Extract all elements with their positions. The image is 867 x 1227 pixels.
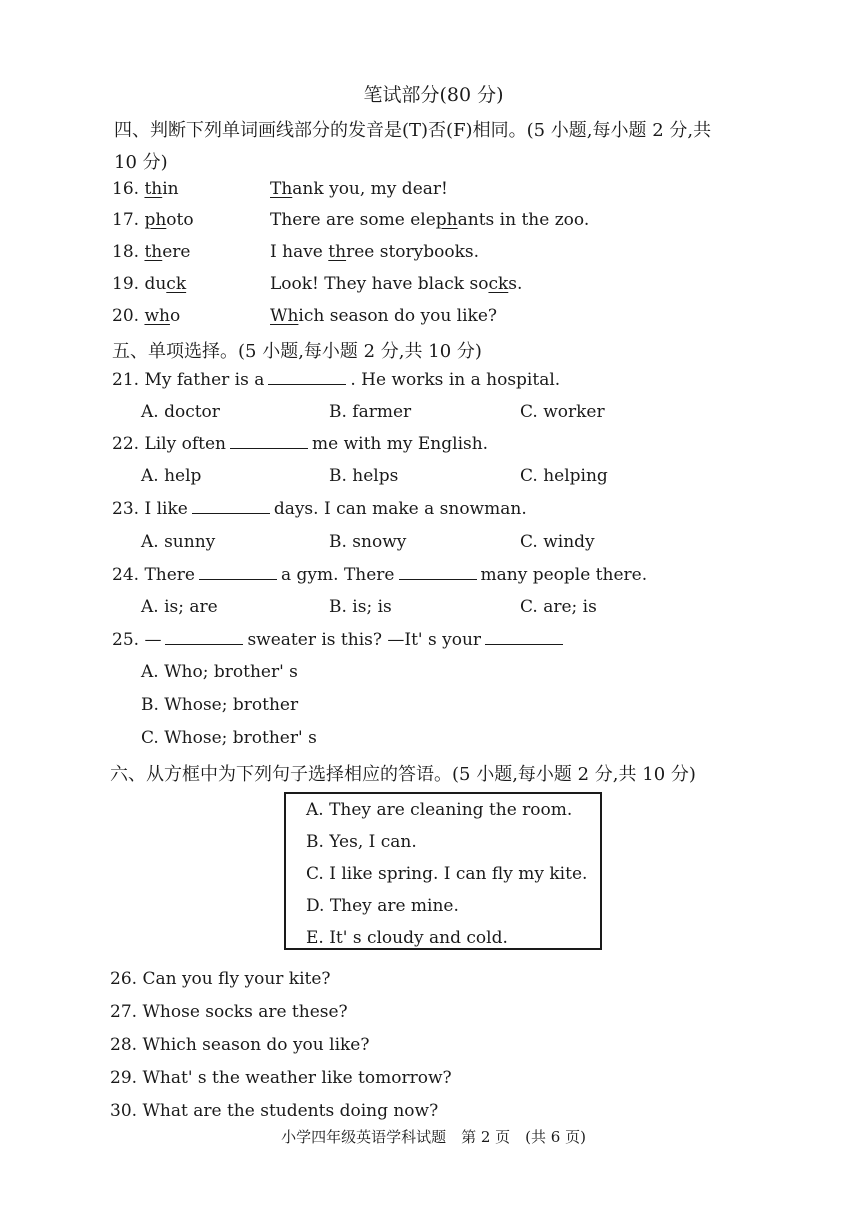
option-22c: C. helping [520, 466, 608, 486]
question-27: 27. Whose socks are these? [110, 1002, 348, 1022]
option-24a: A. is; are [141, 597, 218, 617]
option-22a: A. help [141, 466, 202, 486]
option-23a: A. sunny [141, 532, 216, 552]
answer-blank[interactable] [399, 565, 477, 580]
option-21a: A. doctor [141, 402, 220, 422]
question-17-word: 17. photo [112, 210, 194, 230]
answer-blank[interactable] [268, 370, 346, 385]
box-option-a: A. They are cleaning the room. [306, 800, 573, 820]
option-23c: C. windy [520, 532, 595, 552]
question-18-sentence: I have three storybooks. [270, 242, 480, 262]
question-21: 21. My father is a . He works in a hospital. [112, 370, 561, 390]
option-24b: B. is; is [329, 597, 392, 617]
answer-box [284, 792, 602, 950]
section6-heading: 六、从方框中为下列句子选择相应的答语。(5 小题,每小题 2 分,共 10 分) [110, 764, 696, 785]
question-19-word: 19. duck [112, 274, 187, 294]
question-24: 24. There a gym. There many people there. [112, 565, 648, 585]
box-option-b: B. Yes, I can. [306, 832, 417, 852]
option-25a: A. Who; brother' s [141, 662, 298, 682]
box-option-e: E. It' s cloudy and cold. [306, 928, 508, 948]
option-22b: B. helps [329, 466, 399, 486]
question-19-sentence: Look! They have black socks. [270, 274, 523, 294]
question-30: 30. What are the students doing now? [110, 1101, 439, 1121]
question-23: 23. I like days. I can make a snowman. [112, 499, 527, 519]
box-option-d: D. They are mine. [306, 896, 459, 916]
question-16-word: 16. thin [112, 179, 179, 199]
question-29: 29. What' s the weather like tomorrow? [110, 1068, 452, 1088]
answer-blank[interactable] [192, 499, 270, 514]
option-21b: B. farmer [329, 402, 412, 422]
question-17-sentence: There are some elephants in the zoo. [270, 210, 590, 230]
option-21c: C. worker [520, 402, 605, 422]
answer-blank[interactable] [199, 565, 277, 580]
option-25c: C. Whose; brother' s [141, 728, 317, 748]
question-20-word: 20. who [112, 306, 181, 326]
option-25b: B. Whose; brother [141, 695, 299, 715]
option-24c: C. are; is [520, 597, 597, 617]
answer-blank[interactable] [485, 630, 563, 645]
question-18-word: 18. there [112, 242, 191, 262]
box-option-c: C. I like spring. I can fly my kite. [306, 864, 588, 884]
answer-blank[interactable] [230, 434, 308, 449]
page-title: 笔试部分(80 分) [363, 84, 504, 106]
question-26: 26. Can you fly your kite? [110, 969, 331, 989]
question-25: 25. — sweater is this? —It' s your [112, 630, 567, 650]
question-22: 22. Lily often me with my English. [112, 434, 489, 454]
question-16-sentence: Thank you, my dear! [270, 179, 448, 199]
answer-blank[interactable] [165, 630, 243, 645]
page-footer: 小学四年级英语学科试题 第 2 页 (共 6 页) [281, 1128, 586, 1146]
section5-heading: 五、单项选择。(5 小题,每小题 2 分,共 10 分) [112, 341, 482, 362]
option-23b: B. snowy [329, 532, 407, 552]
section4-heading-line1: 四、判断下列单词画线部分的发音是(T)否(F)相同。(5 小题,每小题 2 分,共 [114, 120, 712, 141]
question-28: 28. Which season do you like? [110, 1035, 370, 1055]
question-20-sentence: Which season do you like? [270, 306, 498, 326]
section4-heading-line2: 10 分) [114, 152, 168, 173]
